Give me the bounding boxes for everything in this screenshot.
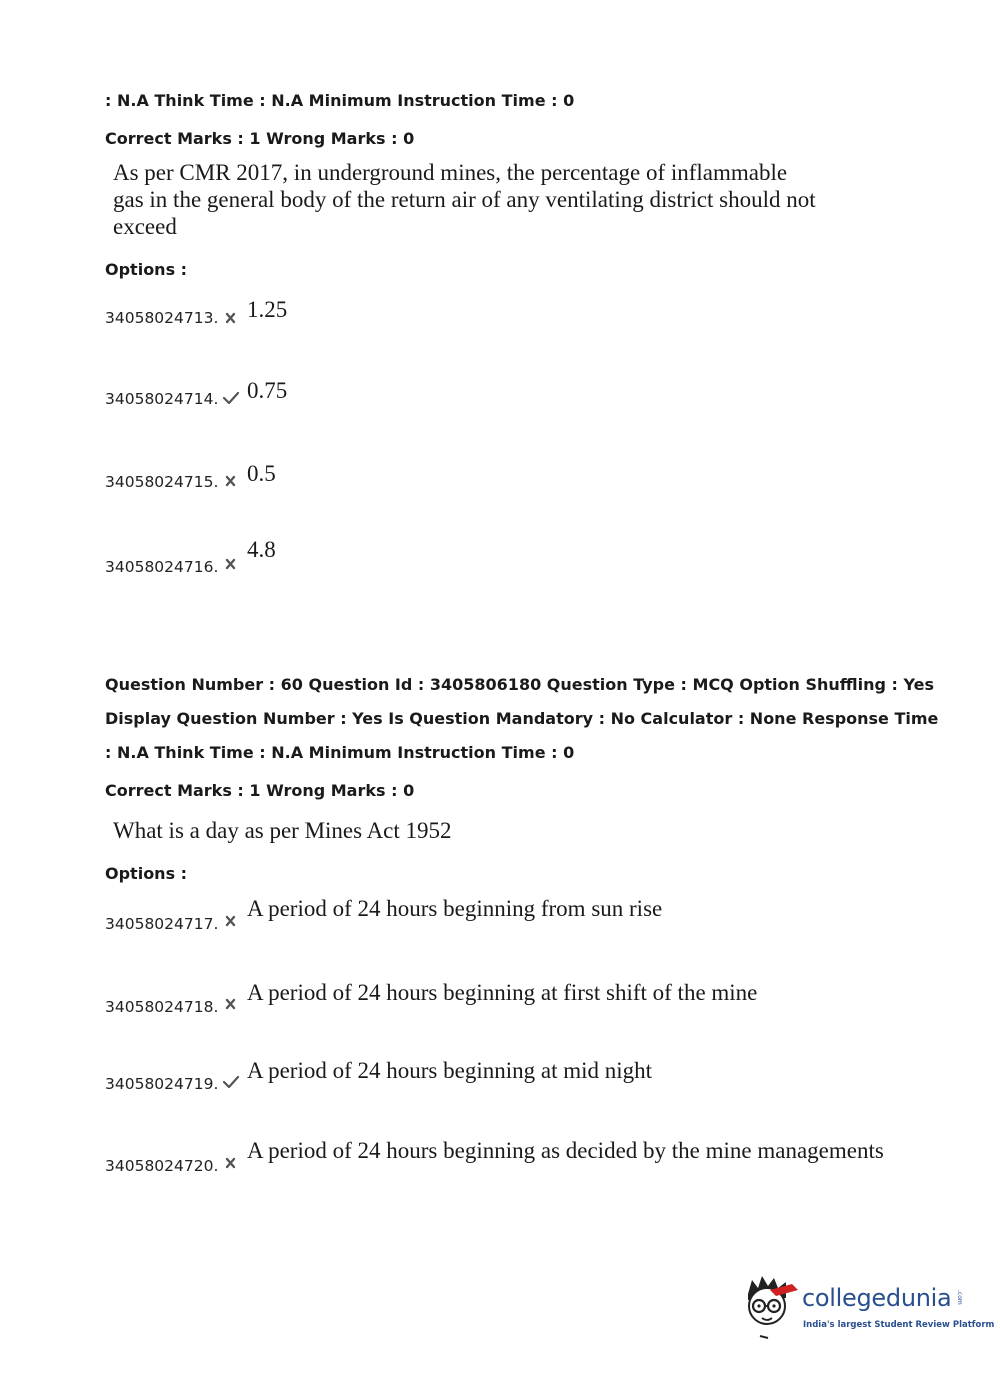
option-text: 0.5 bbox=[247, 461, 276, 486]
check-icon bbox=[222, 390, 240, 406]
cross-icon bbox=[222, 310, 240, 326]
brand-name: collegedunia bbox=[802, 1284, 952, 1312]
q60-marks: Correct Marks : 1 Wrong Marks : 0 bbox=[105, 781, 415, 800]
option-id: 34058024719. bbox=[105, 1075, 219, 1093]
q59-question-line: exceed bbox=[113, 214, 177, 239]
option-id: 34058024715. bbox=[105, 473, 219, 491]
option-text: 0.75 bbox=[247, 378, 288, 403]
q60-meta-line: Question Number : 60 Question Id : 3405806180 Question Type : MCQ Option Shuffling : Yes bbox=[105, 675, 935, 694]
q59-marks: Correct Marks : 1 Wrong Marks : 0 bbox=[105, 129, 415, 148]
option-text: 4.8 bbox=[247, 537, 276, 562]
q60-meta-line: : N.A Think Time : N.A Minimum Instruction Time : 0 bbox=[105, 743, 575, 762]
check-icon bbox=[222, 1074, 240, 1090]
option-text: A period of 24 hours beginning as decided by the mine managements bbox=[247, 1138, 884, 1163]
cross-icon bbox=[222, 1155, 240, 1171]
option-id: 34058024720. bbox=[105, 1157, 219, 1175]
q59-question-text bbox=[113, 159, 816, 240]
q59-question-line: gas in the general body of the return air of any ventilating district should not bbox=[113, 187, 816, 212]
cross-icon bbox=[222, 473, 240, 489]
option-text: A period of 24 hours beginning at first shift of the mine bbox=[247, 980, 758, 1005]
option-text: 1.25 bbox=[247, 297, 288, 322]
q59-meta-line: : N.A Think Time : N.A Minimum Instruction Time : 0 bbox=[105, 91, 575, 110]
q60-question-text: What is a day as per Mines Act 1952 bbox=[113, 818, 452, 843]
cross-icon bbox=[222, 913, 240, 929]
mascot-icon bbox=[740, 1272, 800, 1342]
q60-options-label: Options : bbox=[105, 864, 188, 883]
brand-suffix: .com bbox=[956, 1290, 963, 1305]
collegedunia-logo bbox=[740, 1272, 995, 1342]
cross-icon bbox=[222, 996, 240, 1012]
cross-icon bbox=[222, 556, 240, 572]
option-text: A period of 24 hours beginning at mid night bbox=[247, 1058, 653, 1083]
q59-options-label: Options : bbox=[105, 260, 188, 279]
option-id: 34058024718. bbox=[105, 998, 219, 1016]
q60-meta-line: Display Question Number : Yes Is Question Mandatory : No Calculator : None Response Time bbox=[105, 709, 939, 728]
option-id: 34058024717. bbox=[105, 915, 219, 933]
option-text: A period of 24 hours beginning from sun rise bbox=[247, 896, 663, 921]
option-id: 34058024714. bbox=[105, 390, 219, 408]
option-id: 34058024716. bbox=[105, 558, 219, 576]
q59-question-line: As per CMR 2017, in underground mines, the percentage of inflammable bbox=[113, 160, 788, 185]
option-id: 34058024713. bbox=[105, 309, 219, 327]
brand-tagline: India's largest Student Review Platform bbox=[803, 1320, 995, 1330]
